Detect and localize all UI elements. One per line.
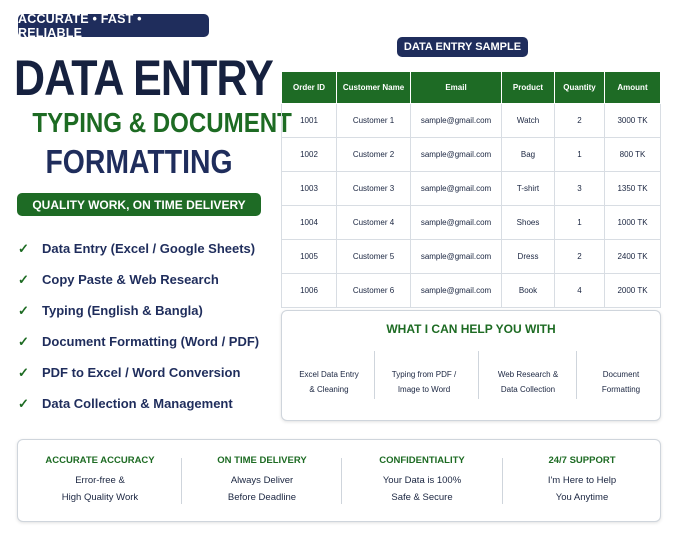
table-cell: 2 xyxy=(555,240,605,274)
help-item: Document Formatting xyxy=(601,370,641,394)
table-cell: 1003 xyxy=(282,172,337,206)
table-cell: Customer 4 xyxy=(337,206,411,240)
feature-line: I'm Here to Help xyxy=(547,475,617,486)
table-cell: Watch xyxy=(502,104,555,138)
check-icon: ✓ xyxy=(18,334,29,349)
feature-line: Before Deadline xyxy=(227,492,297,503)
table-row xyxy=(282,206,661,240)
quality-badge: QUALITY WORK, ON TIME DELIVERY xyxy=(17,193,261,216)
services-list xyxy=(18,241,273,427)
feature-line: You Anytime xyxy=(555,492,609,503)
column-header: Quantity xyxy=(555,72,605,104)
help-item: Typing from PDF / Image to Word xyxy=(391,370,457,394)
service-item xyxy=(18,241,273,272)
table-cell: 2 xyxy=(555,104,605,138)
table-cell: sample@gmail.com xyxy=(411,172,502,206)
table-cell: sample@gmail.com xyxy=(411,206,502,240)
feature-line: Error-free & xyxy=(75,475,125,486)
table-row xyxy=(282,138,661,172)
feature-accuracy xyxy=(20,440,180,521)
service-label: Data Collection & Management xyxy=(42,396,233,411)
table-cell: 1000 TK xyxy=(605,206,661,240)
page-title: DATA ENTRY xyxy=(14,50,273,106)
help-panel xyxy=(281,310,661,421)
feature-line: High Quality Work xyxy=(61,492,139,503)
table-cell: sample@gmail.com xyxy=(411,240,502,274)
table-cell: Dress xyxy=(502,240,555,274)
table-cell: 3 xyxy=(555,172,605,206)
divider xyxy=(478,351,479,399)
table-header-row xyxy=(282,72,661,104)
table-cell: T-shirt xyxy=(502,172,555,206)
table-cell: 3000 TK xyxy=(605,104,661,138)
table-cell: sample@gmail.com xyxy=(411,104,502,138)
service-item xyxy=(18,272,273,303)
table-cell: sample@gmail.com xyxy=(411,274,502,308)
sample-table xyxy=(281,72,661,308)
column-header: Customer Name xyxy=(337,72,411,104)
table-cell: 1 xyxy=(555,138,605,172)
feature-line: Safe & Secure xyxy=(391,492,453,503)
feature-title: ON TIME DELIVERY xyxy=(217,455,307,466)
table-cell: Customer 3 xyxy=(337,172,411,206)
feature-line: Your Data is 100% xyxy=(382,475,462,486)
feature-title: CONFIDENTIALITY xyxy=(379,455,465,466)
table-cell: Customer 1 xyxy=(337,104,411,138)
column-header: Product xyxy=(502,72,555,104)
service-label: Copy Paste & Web Research xyxy=(42,272,219,287)
column-header: Amount xyxy=(605,72,661,104)
help-item: Excel Data Entry & Cleaning xyxy=(299,370,359,394)
table-cell: Customer 5 xyxy=(337,240,411,274)
table-cell: Customer 2 xyxy=(337,138,411,172)
feature-support xyxy=(502,440,662,521)
service-item xyxy=(18,334,273,365)
tagline-badge: ACCURATE • FAST • RELIABLE xyxy=(18,14,209,37)
sample-label: DATA ENTRY SAMPLE xyxy=(397,37,528,57)
table-cell: 800 TK xyxy=(605,138,661,172)
check-icon: ✓ xyxy=(18,396,29,411)
check-icon: ✓ xyxy=(18,241,29,256)
table-row xyxy=(282,172,661,206)
table-cell: 2000 TK xyxy=(605,274,661,308)
help-item: Web Research & Data Collection xyxy=(497,370,559,394)
table-cell: 1001 xyxy=(282,104,337,138)
column-header: Email xyxy=(411,72,502,104)
table-row xyxy=(282,240,661,274)
check-icon: ✓ xyxy=(18,365,29,380)
table-cell: Book xyxy=(502,274,555,308)
feature-delivery xyxy=(182,440,342,521)
feature-confidentiality xyxy=(342,440,502,521)
feature-line: Always Deliver xyxy=(230,475,294,486)
table-cell: 1002 xyxy=(282,138,337,172)
title-subline-1: TYPING & DOCUMENT xyxy=(32,107,292,138)
service-label: Typing (English & Bangla) xyxy=(42,303,203,318)
table-cell: 4 xyxy=(555,274,605,308)
service-label: Data Entry (Excel / Google Sheets) xyxy=(42,241,256,256)
table-row xyxy=(282,104,661,138)
service-item xyxy=(18,396,273,427)
service-item xyxy=(18,365,273,396)
table-row xyxy=(282,274,661,308)
table-cell: 1005 xyxy=(282,240,337,274)
features-bar xyxy=(17,439,661,522)
column-header: Order ID xyxy=(282,72,337,104)
service-label: Document Formatting (Word / PDF) xyxy=(42,334,260,349)
check-icon: ✓ xyxy=(18,303,29,318)
table-cell: Shoes xyxy=(502,206,555,240)
table-cell: Customer 6 xyxy=(337,274,411,308)
table-cell: 1350 TK xyxy=(605,172,661,206)
service-label: PDF to Excel / Word Conversion xyxy=(42,365,241,380)
check-icon: ✓ xyxy=(18,272,29,287)
table-cell: Bag xyxy=(502,138,555,172)
title-subline-2: FORMATTING xyxy=(45,143,233,180)
table-cell: 1004 xyxy=(282,206,337,240)
table-cell: 1 xyxy=(555,206,605,240)
service-item xyxy=(18,303,273,334)
table-cell: 2400 TK xyxy=(605,240,661,274)
help-title: WHAT I CAN HELP YOU WITH xyxy=(386,322,556,336)
feature-title: ACCURATE ACCURACY xyxy=(45,455,155,466)
feature-title: 24/7 SUPPORT xyxy=(548,455,616,466)
table-cell: sample@gmail.com xyxy=(411,138,502,172)
divider xyxy=(374,351,375,399)
table-cell: 1006 xyxy=(282,274,337,308)
